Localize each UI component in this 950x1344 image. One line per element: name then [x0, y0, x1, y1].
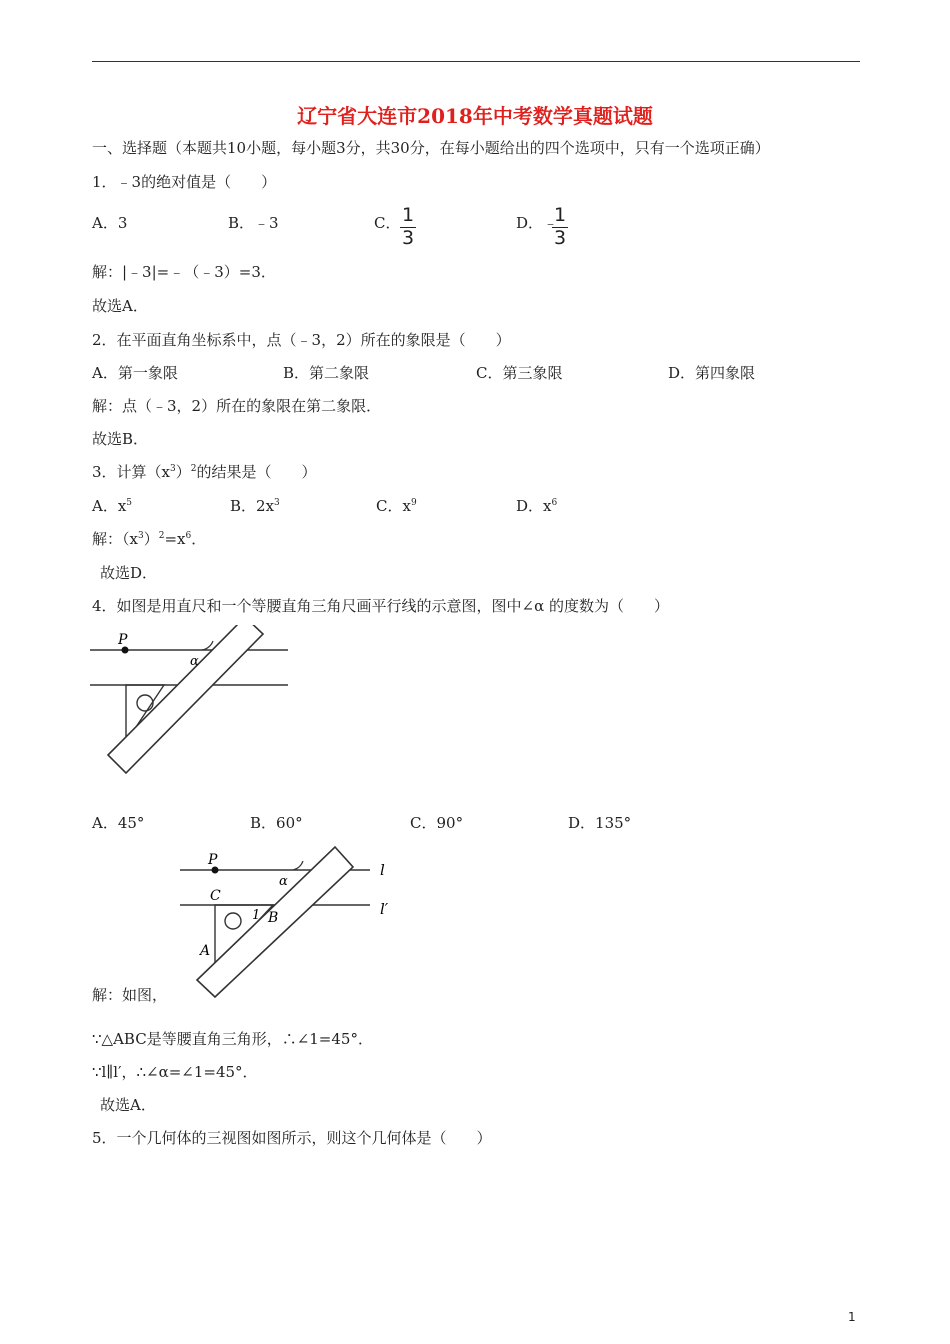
- q4-solution-step-1: ∵△ABC是等腰直角三角形，∴∠1=45°．: [92, 1030, 373, 1048]
- section-heading: 一、选择题（本题共10小题，每小题3分，共30分，在每小题给出的四个选项中，只有一个选项正确）: [92, 139, 770, 157]
- q4-stem: 4．如图是用直尺和一个等腰直角三角尺画平行线的示意图，图中∠α 的度数为（ ）: [92, 597, 670, 615]
- q1-option-d: D．﹣: [516, 214, 559, 232]
- page-title: 辽宁省大连市2018年中考数学真题试题: [297, 104, 653, 128]
- q1-solution: 解：|﹣3|=﹣（﹣3）=3．: [92, 263, 276, 281]
- label-alpha: α: [190, 654, 199, 669]
- label-l: l: [380, 861, 385, 879]
- q1-c-numerator: 1: [401, 204, 415, 226]
- set-square-hole: [137, 695, 153, 711]
- q3-solution: 解：$(x^3)^2=x^6$．: [92, 530, 207, 548]
- q4-option-d: D．135°: [568, 814, 632, 832]
- q2-option-d: D．第四象限: [668, 364, 756, 382]
- q4-option-c: C．90°: [410, 814, 464, 832]
- q1-stem: 1．﹣3的绝对值是（ ）: [92, 173, 277, 191]
- ruler: [108, 625, 263, 773]
- q1-c-denominator: 3: [401, 227, 415, 249]
- label-p: P: [208, 852, 218, 868]
- label-alpha: α: [279, 874, 288, 889]
- q1-d-numerator: 1: [553, 204, 567, 226]
- set-square-hole: [225, 913, 241, 929]
- q3-option-b: B．$2x^3$: [230, 497, 280, 515]
- q2-option-a: A．第一象限: [92, 364, 178, 382]
- q4-solution-step-2: ∵l∥l′，∴∠α=∠1=45°．: [92, 1063, 258, 1081]
- q1-d-denominator: 3: [553, 227, 567, 249]
- q1-option-c: C．: [374, 214, 401, 232]
- q1-option-a: A．3: [92, 214, 128, 232]
- q1-answer: 故选A．: [92, 297, 148, 315]
- label-angle-1: 1: [252, 908, 261, 923]
- q2-option-b: B．第二象限: [283, 364, 370, 382]
- q3-stem: 3．计算$(x^3)^2$的结果是（ ）: [92, 463, 317, 481]
- q1-option-b: B．﹣3: [228, 214, 279, 232]
- label-p: P: [118, 632, 128, 648]
- label-a: A: [200, 943, 211, 959]
- q5-stem: 5．一个几何体的三视图如图所示，则这个几何体是（ ）: [92, 1129, 492, 1147]
- label-c: C: [210, 888, 221, 904]
- q2-stem: 2．在平面直角坐标系中，点（﹣3，2）所在的象限是（ ）: [92, 331, 511, 349]
- label-b: B: [268, 910, 279, 926]
- q2-solution: 解：点（﹣3，2）所在的象限在第二象限．: [92, 397, 382, 415]
- header-rule: [92, 61, 860, 62]
- q2-answer: 故选B．: [92, 430, 149, 448]
- label-l-prime: l′: [380, 900, 389, 918]
- q3-option-d: D．$x^6$: [516, 497, 558, 515]
- angle-alpha-arc: [202, 641, 213, 650]
- q4-figure-1: [90, 625, 300, 780]
- page-number: 1: [848, 1310, 856, 1324]
- q4-option-b: B．60°: [250, 814, 303, 832]
- q3-option-a: A．$x^5$: [92, 497, 133, 515]
- q4-solution-lead: 解：如图，: [92, 986, 168, 1004]
- q3-option-c: C．$x^9$: [376, 497, 417, 515]
- q4-answer: 故选A．: [100, 1096, 156, 1114]
- q3-answer: 故选D．: [100, 564, 158, 582]
- q4-option-a: A．45°: [92, 814, 145, 832]
- angle-alpha-arc: [293, 861, 303, 870]
- q2-option-c: C．第三象限: [476, 364, 563, 382]
- q4-figure-2: [175, 842, 405, 1002]
